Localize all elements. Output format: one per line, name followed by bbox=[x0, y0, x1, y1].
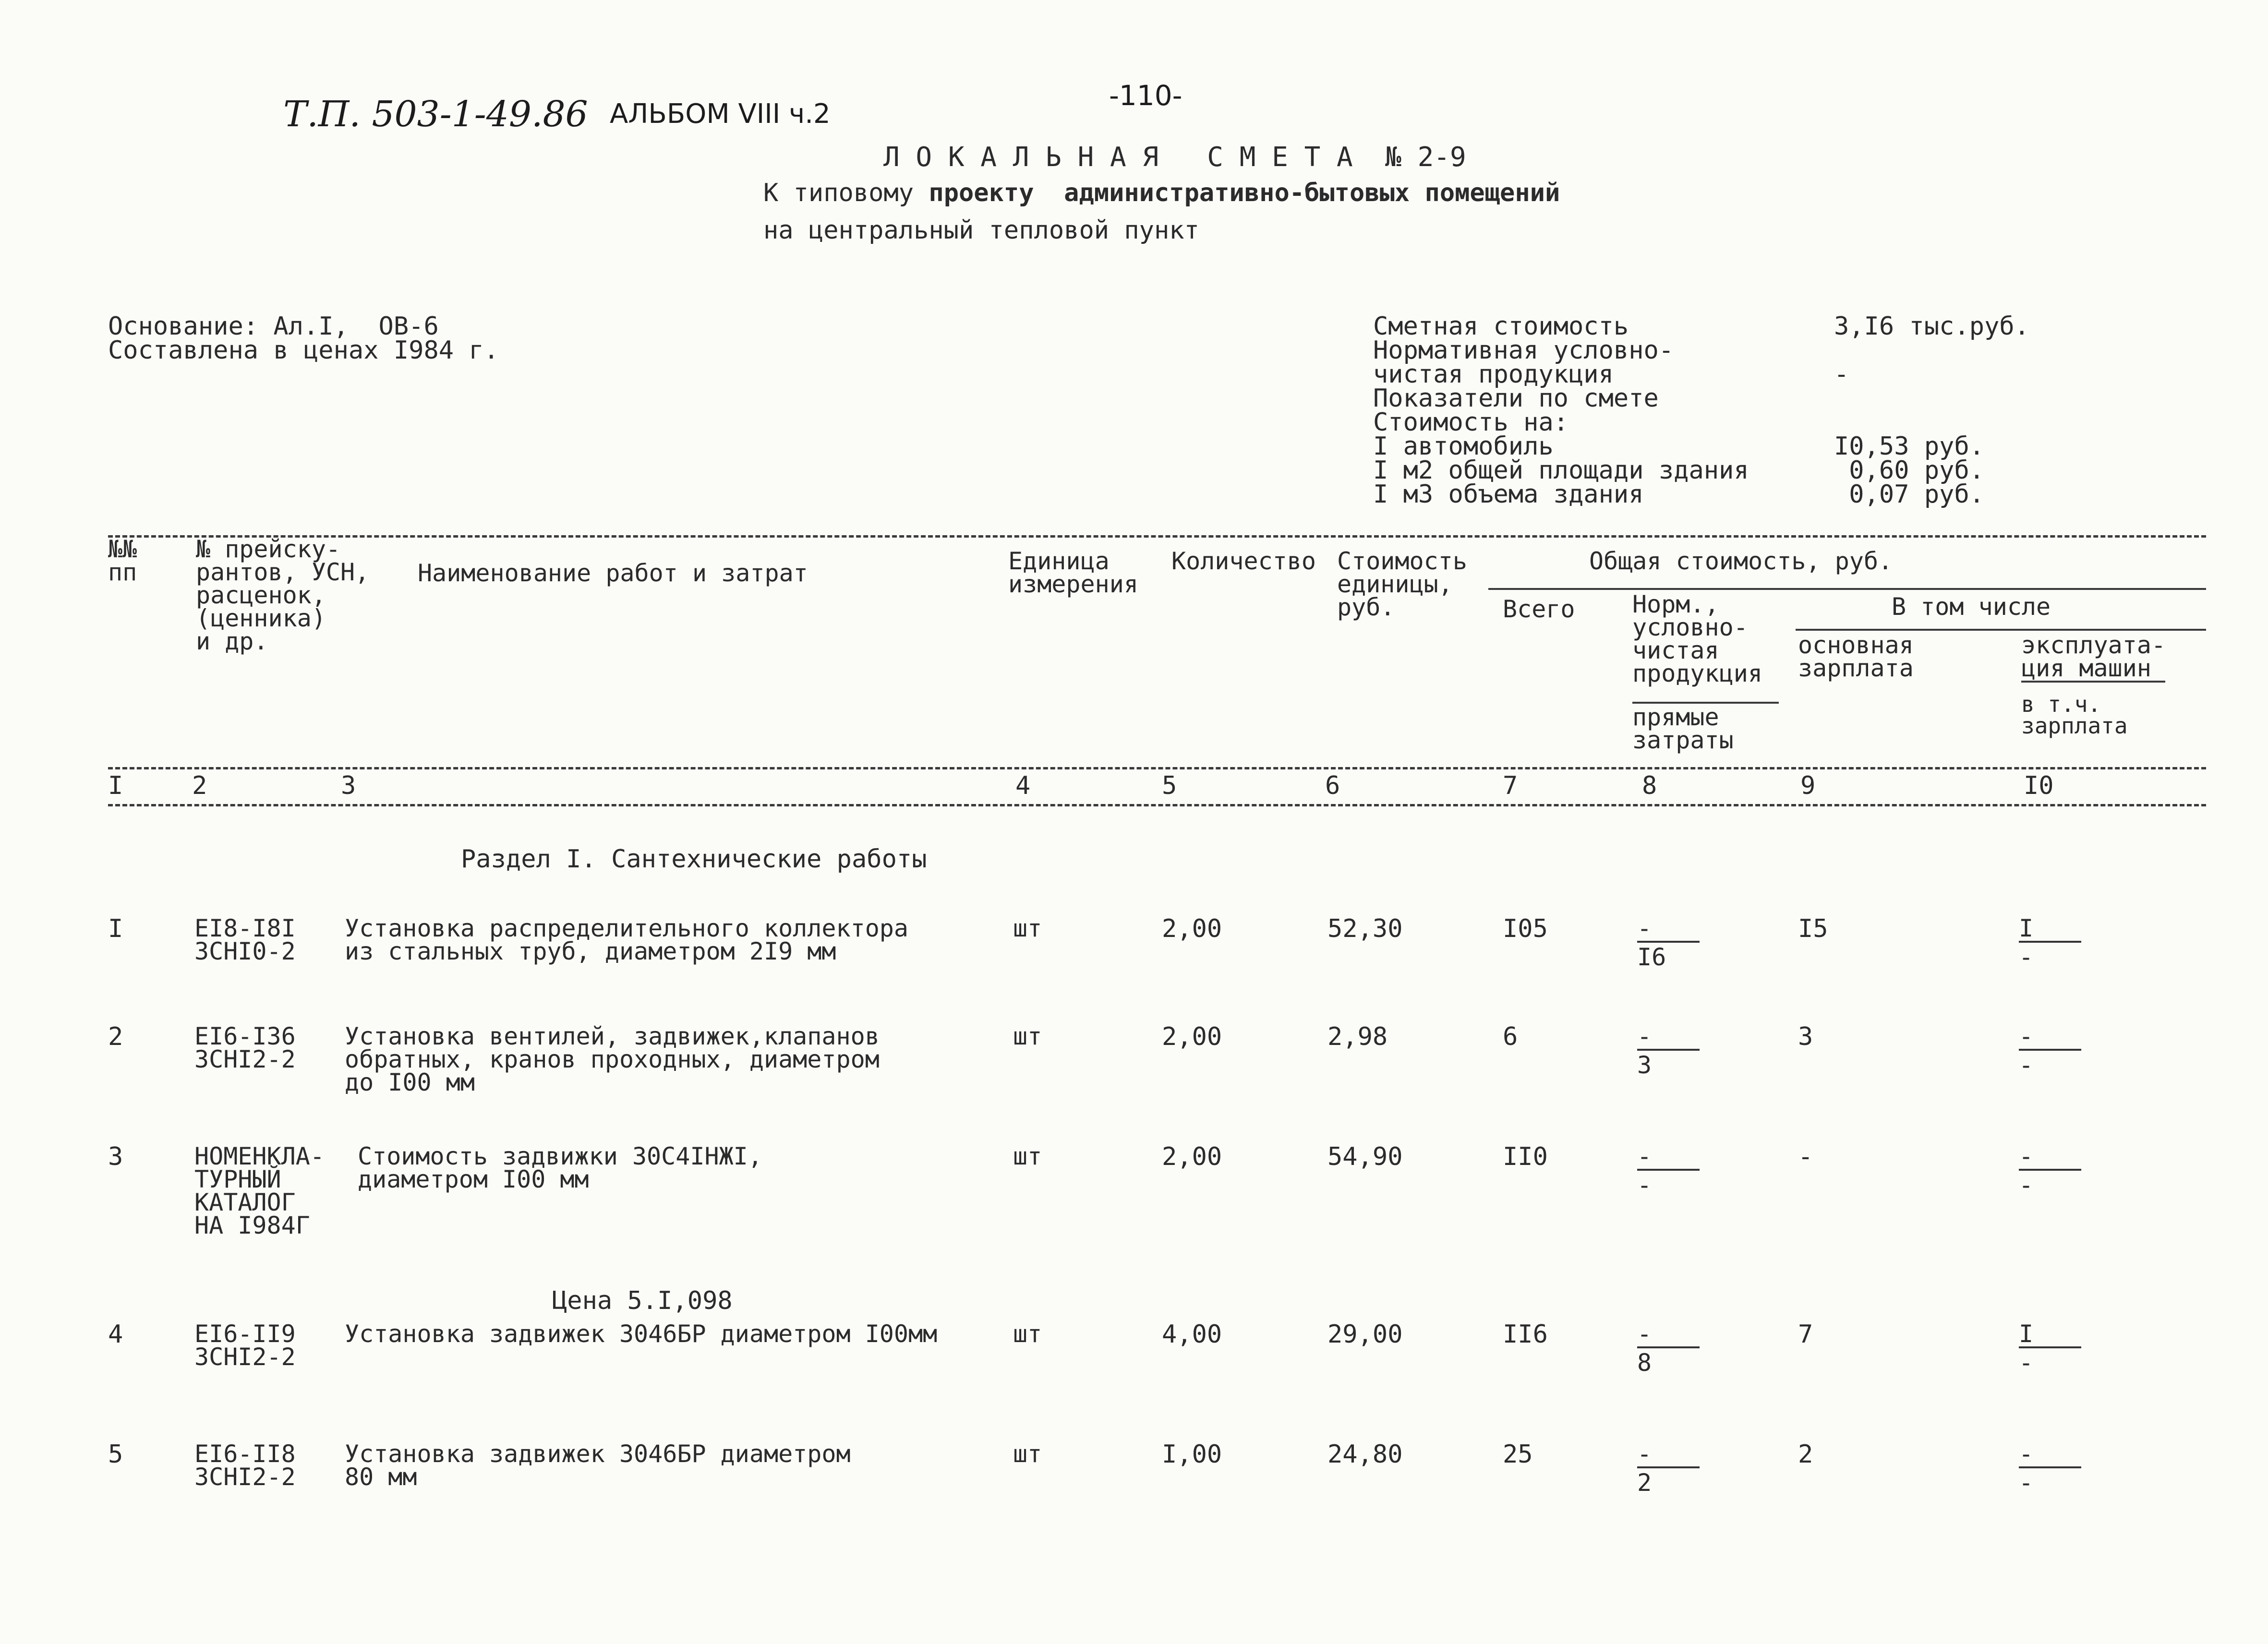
album-label: АЛЬБОМ VIII ч.2 bbox=[610, 98, 831, 130]
col-header-num: №№ пп bbox=[108, 535, 137, 586]
col-header-machines: эксплуата- ция машин bbox=[2021, 631, 2166, 682]
row-name: Установка распределительного коллектора из стальных труб, диаметром 2I9 мм bbox=[345, 914, 908, 965]
fraction-top: I bbox=[2019, 1320, 2034, 1348]
row-machines-fraction bbox=[2019, 1440, 2096, 1497]
fraction-bottom: - bbox=[2019, 1051, 2034, 1079]
summary-label: I м2 общей площади здания bbox=[1373, 456, 1749, 485]
row-code: ЕI8-I8I ЗСНI0-2 bbox=[194, 914, 296, 965]
row-unit-price: 54,90 bbox=[1327, 1142, 1403, 1171]
col-header-including: В том числе bbox=[1892, 593, 2051, 621]
column-number: 2 bbox=[192, 771, 207, 800]
document-title: Л О К А Л Ь Н А Я С М Е Т А № 2-9 bbox=[883, 142, 1466, 173]
project-code: Т.П. 503-1-49.86 bbox=[283, 94, 588, 135]
row-machines-fraction bbox=[2019, 1142, 2096, 1199]
fraction-bottom: 8 bbox=[1637, 1349, 1652, 1377]
summary-label: I автомобиль bbox=[1373, 432, 1554, 461]
row-code: ЕI6-II8 ЗСНI2-2 bbox=[194, 1440, 296, 1491]
row-code: ЕI6-I36 ЗСНI2-2 bbox=[194, 1022, 296, 1073]
row-name: Стоимость задвижки 30С4IНЖI, диаметром I00 мм bbox=[358, 1142, 762, 1193]
row-salary: 3 bbox=[1798, 1022, 1813, 1051]
summary-label: чистая продукция bbox=[1373, 360, 1614, 389]
column-number: I0 bbox=[2024, 771, 2054, 800]
row-number: 5 bbox=[108, 1440, 123, 1469]
row-norm-fraction bbox=[1637, 1320, 1714, 1377]
row-salary: I5 bbox=[1798, 914, 1828, 943]
fraction-bottom: - bbox=[2019, 943, 2034, 971]
row-number: I bbox=[108, 914, 123, 943]
column-number: 5 bbox=[1162, 771, 1177, 800]
row-norm-fraction bbox=[1637, 1022, 1714, 1079]
row-name: Установка задвижек 3046БР диаметром 80 мм bbox=[345, 1440, 851, 1491]
col-header-price: Стоимость единицы, руб. bbox=[1337, 547, 1467, 621]
row-unit-price: 2,98 bbox=[1327, 1022, 1388, 1051]
row-name: Установка вентилей, задвижек,клапанов обратных, кранов проходных, диаметром до I00 мм bbox=[345, 1022, 880, 1096]
column-number: 9 bbox=[1800, 771, 1816, 800]
fraction-top: - bbox=[1637, 1022, 1652, 1050]
summary-value: 3,I6 тыс.руб. bbox=[1834, 312, 2029, 341]
row-salary: 7 bbox=[1798, 1320, 1813, 1349]
summary-value: 0,60 руб. bbox=[1834, 456, 1985, 485]
fraction-bottom: - bbox=[2019, 1469, 2034, 1497]
document-subtitle bbox=[763, 179, 1560, 207]
row-unit: шт bbox=[1013, 1320, 1042, 1348]
summary-value: I0,53 руб. bbox=[1834, 432, 1985, 461]
summary-label: Нормативная условно- bbox=[1373, 336, 1674, 365]
header-bottom-rule bbox=[108, 804, 2206, 806]
fraction-top: I bbox=[2019, 914, 2034, 942]
col-header-direct: прямые затраты bbox=[1632, 703, 1734, 754]
fraction-bottom: - bbox=[2019, 1171, 2034, 1199]
row-unit-price: 52,30 bbox=[1327, 914, 1403, 943]
row-number: 2 bbox=[108, 1022, 123, 1051]
summary-label: I м3 объема здания bbox=[1373, 480, 1644, 509]
including-rule bbox=[1796, 629, 2206, 631]
fraction-bottom: 3 bbox=[1637, 1051, 1652, 1079]
row-number: 4 bbox=[108, 1320, 123, 1349]
price-note: Цена 5.I,098 bbox=[552, 1286, 733, 1315]
row-code: НОМЕНКЛА- ТУРНЫЙ КАТАЛОГ НА I984Г bbox=[194, 1142, 325, 1239]
fraction-bottom: 2 bbox=[1637, 1469, 1652, 1497]
section-title: Раздел I. Сантехнические работы bbox=[461, 845, 927, 874]
column-number: I bbox=[108, 771, 123, 800]
row-total: 25 bbox=[1503, 1440, 1533, 1469]
fraction-bottom: I6 bbox=[1637, 943, 1666, 971]
row-unit: шт bbox=[1013, 1022, 1042, 1050]
row-total: II6 bbox=[1503, 1320, 1548, 1349]
fraction-top: - bbox=[1637, 1320, 1652, 1348]
summary-label: Показатели по смете bbox=[1373, 384, 1659, 413]
row-machines-fraction bbox=[2019, 914, 2096, 971]
col-header-machines-salary: в т.ч. зарплата bbox=[2021, 691, 2128, 739]
row-machines-fraction bbox=[2019, 1320, 2096, 1377]
column-number: 8 bbox=[1642, 771, 1657, 800]
page-number: -110- bbox=[1109, 79, 1182, 112]
row-quantity: I,00 bbox=[1162, 1440, 1222, 1469]
document-subtitle-line2: на центральный тепловой пункт bbox=[763, 216, 1199, 245]
row-unit: шт bbox=[1013, 1440, 1042, 1468]
fraction-top: - bbox=[2019, 1142, 2034, 1170]
row-norm-fraction bbox=[1637, 1142, 1714, 1199]
row-norm-fraction bbox=[1637, 914, 1714, 971]
col-header-qty: Количество bbox=[1171, 547, 1316, 575]
header-top-rule bbox=[108, 535, 2206, 538]
row-total: 6 bbox=[1503, 1022, 1518, 1051]
basis-line-2: Составлена в ценах I984 г. bbox=[108, 336, 499, 365]
summary-value: 0,07 руб. bbox=[1834, 480, 1985, 509]
basis-line-1: Основание: Ал.I, ОВ-6 bbox=[108, 312, 439, 341]
row-quantity: 2,00 bbox=[1162, 1022, 1222, 1051]
row-number: 3 bbox=[108, 1142, 123, 1171]
fraction-top: - bbox=[1637, 1440, 1652, 1468]
row-unit-price: 24,80 bbox=[1327, 1440, 1403, 1469]
row-total: I05 bbox=[1503, 914, 1548, 943]
row-quantity: 4,00 bbox=[1162, 1320, 1222, 1349]
column-number: 6 bbox=[1325, 771, 1340, 800]
row-salary: - bbox=[1798, 1142, 1813, 1171]
row-quantity: 2,00 bbox=[1162, 1142, 1222, 1171]
col-header-unit: Единица измерения bbox=[1008, 547, 1138, 598]
summary-value: - bbox=[1834, 360, 1849, 389]
fraction-top: - bbox=[2019, 1022, 2034, 1050]
row-norm-fraction bbox=[1637, 1440, 1714, 1497]
fraction-top: - bbox=[2019, 1440, 2034, 1468]
fraction-bottom: - bbox=[2019, 1349, 2034, 1377]
header-mid-rule bbox=[108, 767, 2206, 769]
fraction-top: - bbox=[1637, 914, 1652, 942]
summary-label: Сметная стоимость bbox=[1373, 312, 1629, 341]
group-rule bbox=[1488, 588, 2206, 590]
col-header-name: Наименование работ и затрат bbox=[418, 559, 808, 587]
col-header-code: № прейску- рантов, УСН, расценок, (ценника) и др. bbox=[196, 535, 370, 655]
row-unit-price: 29,00 bbox=[1327, 1320, 1403, 1349]
subtitle-bold: проекту административно-бытовых помещений bbox=[929, 179, 1560, 207]
column-number: 4 bbox=[1015, 771, 1031, 800]
column-number: 3 bbox=[341, 771, 356, 800]
column-number: 7 bbox=[1503, 771, 1518, 800]
col10-divider bbox=[2021, 681, 2165, 683]
row-machines-fraction bbox=[2019, 1022, 2096, 1079]
row-name: Установка задвижек 3046БР диаметром I00мм bbox=[345, 1320, 938, 1348]
col-header-group: Общая стоимость, руб. bbox=[1589, 547, 1893, 575]
fraction-top: - bbox=[1637, 1142, 1652, 1170]
row-total: II0 bbox=[1503, 1142, 1548, 1171]
summary-label: Стоимость на: bbox=[1373, 408, 1568, 437]
fraction-bottom: - bbox=[1637, 1171, 1652, 1199]
row-salary: 2 bbox=[1798, 1440, 1813, 1469]
row-unit: шт bbox=[1013, 914, 1042, 942]
col-header-total: Всего bbox=[1503, 595, 1575, 623]
row-unit: шт bbox=[1013, 1142, 1042, 1170]
col-header-norm: Норм., условно- чистая продукция bbox=[1632, 590, 1762, 687]
col-header-salary: основная зарплата bbox=[1798, 631, 1914, 682]
row-code: ЕI6-II9 ЗСНI2-2 bbox=[194, 1320, 296, 1371]
subtitle-prefix: К типовому bbox=[763, 179, 914, 207]
row-quantity: 2,00 bbox=[1162, 914, 1222, 943]
